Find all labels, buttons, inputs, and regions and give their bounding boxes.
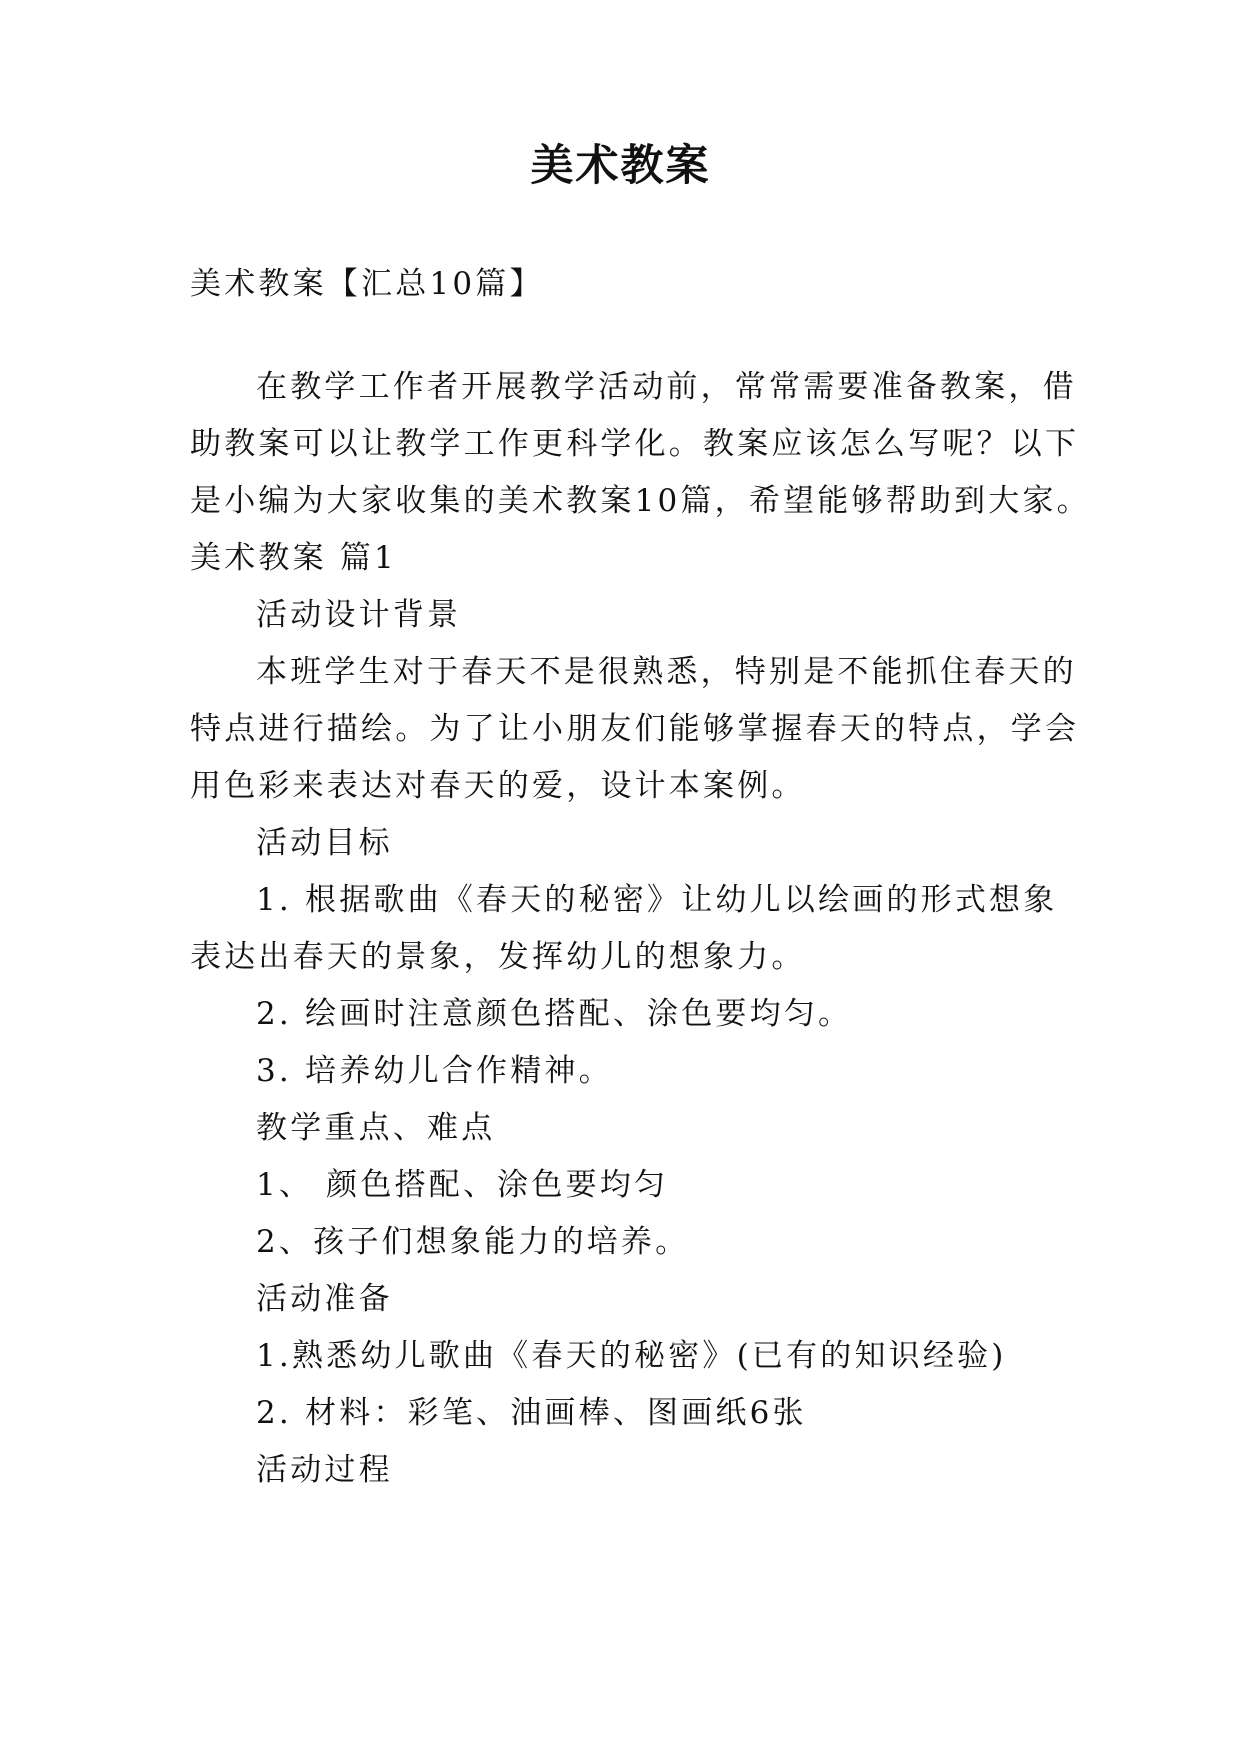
process-heading: 活动过程 — [256, 1452, 393, 1488]
focus-1: 1、 颜色搭配、涂色要均匀 — [256, 1167, 669, 1203]
goal-1-line-1: 1. 根据歌曲《春天的秘密》让幼儿以绘画的形式想象 — [256, 882, 1058, 918]
intro-line-3: 是小编为大家收集的美术教案10篇，希望能够帮助到大家。 — [190, 483, 1091, 519]
document-subtitle: 美术教案【汇总10篇】 — [190, 266, 544, 302]
focus-2: 2、孩子们想象能力的培养。 — [256, 1224, 690, 1260]
section-heading: 美术教案 篇1 — [190, 540, 397, 576]
document-title: 美术教案 — [530, 141, 711, 191]
background-line-3: 用色彩来表达对春天的爱，设计本案例。 — [190, 768, 806, 804]
intro-line-1: 在教学工作者开展教学活动前，常常需要准备教案，借 — [256, 369, 1077, 405]
background-heading: 活动设计背景 — [256, 597, 462, 633]
intro-line-2: 助教案可以让教学工作更科学化。教案应该怎么写呢？以下 — [190, 426, 1080, 462]
prep-1: 1.熟悉幼儿歌曲《春天的秘密》(已有的知识经验) — [256, 1338, 1007, 1374]
background-line-1: 本班学生对于春天不是很熟悉，特别是不能抓住春天的 — [256, 654, 1077, 690]
background-line-2: 特点进行描绘。为了让小朋友们能够掌握春天的特点，学会 — [190, 711, 1080, 747]
goals-heading: 活动目标 — [256, 825, 393, 861]
prep-2: 2. 材料：彩笔、油画棒、图画纸6张 — [256, 1395, 807, 1431]
focus-heading: 教学重点、难点 — [256, 1110, 496, 1146]
goal-1-line-2: 表达出春天的景象，发挥幼儿的想象力。 — [190, 939, 806, 975]
goal-2: 2. 绘画时注意颜色搭配、涂色要均匀。 — [256, 996, 853, 1032]
prep-heading: 活动准备 — [256, 1281, 393, 1317]
goal-3: 3. 培养幼儿合作精神。 — [256, 1053, 613, 1089]
